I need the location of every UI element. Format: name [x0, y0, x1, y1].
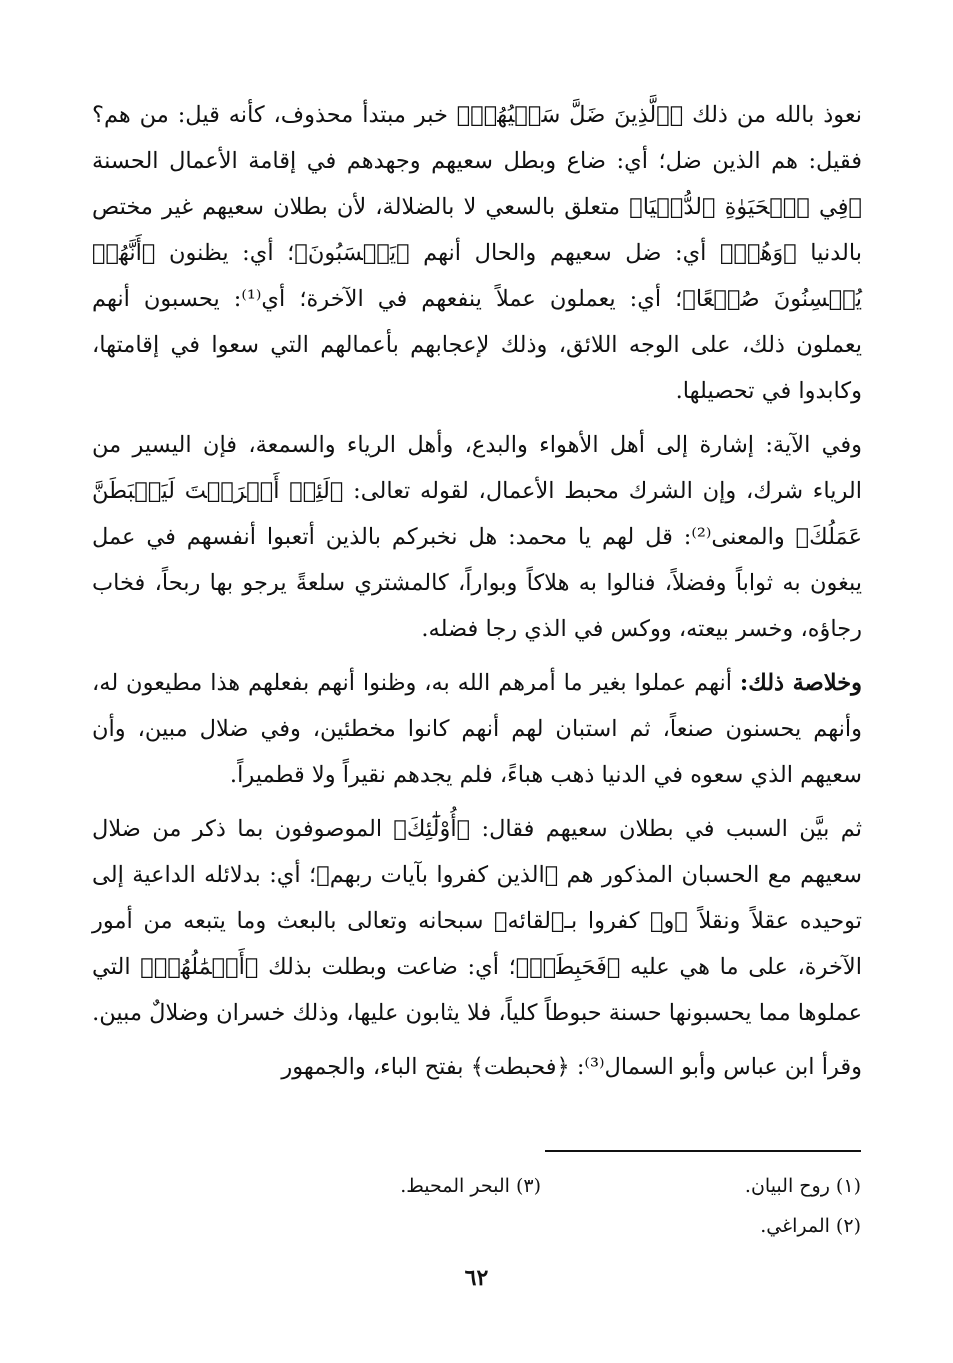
paragraph-3-text: أنهم عملوا بغير ما أمرهم الله به، وظنوا أنهم بفعلهم هذا مطيعون له، وأنهم يحسنون صنعاً، ثم استبان لهم أنهم كانوا مخطئين، وفي ضلال مبين، وأن سعيهم الذي سعوه في الدنيا ذهب هباءً، فلم يجدهم نقيراً ولا قطميراً. [92, 670, 862, 788]
paragraph-4 [92, 806, 862, 1036]
paragraph-5-text: وقرأ ابن عباس وأبو السمال⁽³⁾: ﴿فحبطت﴾ بفتح الباء، والجمهور [281, 1054, 862, 1080]
paragraph-3-lead: وخلاصة ذلك: [739, 670, 862, 696]
page-body [92, 92, 862, 1098]
footnote-divider [545, 1150, 861, 1152]
footnote-row-2 [91, 1206, 861, 1246]
footnote-2: (٢) المراغي. [760, 1215, 861, 1237]
paragraph-2-text: وفي الآية: إشارة إلى أهل الأهواء والبدع، وأهل الرياء والسمعة، فإن اليسير من الرياء شرك، وإن الشرك محبط الأعمال، لقوله تعالى: ﴿لَئِنۡ أَشۡرَكۡتَ لَيَحۡبَطَنَّ عَمَلُكَ﴾ والمعنى⁽²⁾: قل لهم يا محمد: هل نخبركم بالذين أتعبوا أنفسهم في عمل يبغون به ثواباً وفضلاً، فنالوا به هلاكاً وبواراً، كالمشتري سلعةً يرجو بها ربحاً، فخاب رجاؤه، وخسر بيعته، ووكس في الذي رجا فضله. [92, 432, 862, 642]
footnote-row-1 [91, 1166, 861, 1206]
footnote-3: (٣) البحر المحيط. [400, 1175, 541, 1197]
paragraph-5 [92, 1044, 862, 1090]
footnote-1: (١) روح البيان. [744, 1175, 861, 1197]
paragraph-2 [92, 422, 862, 652]
paragraph-3 [92, 660, 862, 798]
paragraph-1 [92, 92, 862, 414]
paragraph-1-text: نعوذ بالله من ذلك ﴿ٱلَّذِينَ ضَلَّ سَعۡيُهُمۡ﴾ خبر مبتدأ محذوف، كأنه قيل: من هم؟ فقيل: هم الذين ضل؛ أي: ضاع وبطل سعيهم وجهدهم في إقامة الأعمال الحسنة ﴿فِي ٱلۡحَيَوٰةِ ٱلدُّنۡيَا﴾ متعلق بالسعي لا بالضلالة، لأن بطلان سعيهم غير مختص بالدنيا ﴿وَهُمۡ﴾ أي: ضل سعيهم والحال أنهم ﴿يَحۡسَبُونَ﴾؛ أي: يظنون ﴿أَنَّهُمۡ يُحۡسِنُونَ صُنۡعًا﴾؛ أي: يعملون عملاً ينفعهم في الآخرة؛ أي⁽¹⁾: يحسبون أنهم يعملون ذلك، على الوجه اللائق، وذلك لإعجابهم بأعمالهم التي سعوا في إقامتها، وكابدوا في تحصيلها. [92, 102, 862, 404]
paragraph-4-text: ثم بيَّن السبب في بطلان سعيهم فقال: ﴿أُوْلَٰٓئِكَ﴾ الموصوفون بما ذكر من ضلال سعيهم مع الحسبان المذكور هم ﴿الذين كفروا بآيات ربهم﴾؛ أي: بدلائله الداعية إلى توحيده عقلاً ونقلاً ﴿و﴾ كفروا بـ﴿لقائه﴾ سبحانه وتعالى بالبعث وما يتبعه من أمور الآخرة، على ما هي عليه ﴿فَحَبِطَتۡ﴾؛ أي: ضاعت وبطلت بذلك ﴿أَعۡمَٰلُهُمۡ﴾ التي عملوها مما يحسبونها حسنة حبوطاً كلياً، فلا يثابون عليها، وذلك خسران وضلالٌ مبين. [92, 816, 862, 1026]
footnotes [91, 1166, 861, 1246]
page-number: ٦٢ [464, 1265, 489, 1291]
